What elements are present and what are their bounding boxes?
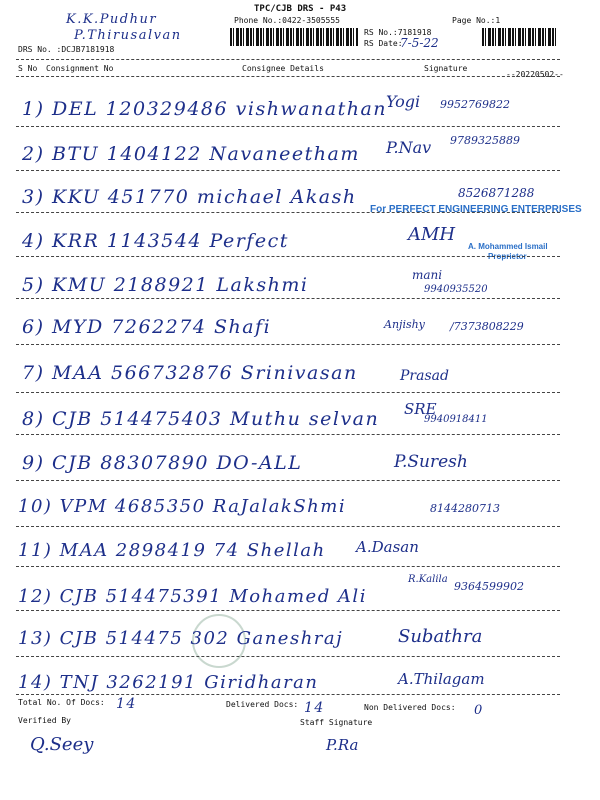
row-sign: Prasad [400, 368, 449, 384]
delivered-docs-value: 14 [304, 700, 325, 716]
row-entry: 5) KMU 2188921 Lakshmi [22, 274, 309, 296]
barcode [230, 28, 358, 46]
col-sno: S No [18, 64, 38, 73]
barcode-right [482, 28, 556, 46]
row-entry: 6) MYD 7262274 Shafi [22, 316, 272, 338]
row-entry: 14) TNJ 3262191 Giridharan [18, 672, 319, 693]
row-rule [16, 126, 560, 127]
row-sign: A.Dasan [356, 538, 419, 556]
row-entry: 11) MAA 2898419 74 Shellah [18, 540, 326, 561]
verified-signature: Q.Seey [30, 734, 94, 755]
staff-signature-label: Staff Signature [300, 718, 373, 727]
row-rule [16, 344, 560, 345]
row-phone: 9364599902 [454, 580, 524, 593]
handwritten-name-2: P.Thirusalvan [74, 28, 182, 43]
row-rule [16, 434, 560, 435]
row-entry: 4) KRR 1143544 Perfect [22, 230, 289, 252]
col-consignee: Consignee Details [242, 64, 324, 73]
row-phone: 9940935520 [424, 284, 488, 295]
row-rule [16, 610, 560, 611]
row-phone: 9940918411 [424, 414, 488, 425]
row-entry: 10) VPM 4685350 RaJalakShmi [18, 496, 347, 517]
verified-by-label: Verified By [18, 716, 71, 725]
row-entry: 2) BTU 1404122 Navaneetham [22, 143, 360, 165]
row-sign: Yogi [386, 92, 421, 111]
stamp-company: For PERFECT ENGINEERING ENTERPRISES [370, 204, 582, 215]
header-rule-bottom [16, 76, 560, 77]
non-delivered-label: Non Delivered Docs: [364, 703, 456, 712]
row-rule [16, 480, 560, 481]
row-entry: 12) CJB 514475391 Mohamed Ali [18, 586, 367, 607]
handwritten-name-1: K.K.Pudhur [66, 12, 158, 27]
stamp-person: A. Mohammed Ismail [468, 242, 548, 251]
row-rule [16, 566, 560, 567]
non-delivered-value: 0 [474, 703, 484, 718]
row-rule [16, 392, 560, 393]
rs-date: 7-5-22 [400, 36, 439, 50]
row-sign: Anjishy [384, 318, 425, 331]
rs-no: RS No.:7181918 [364, 28, 432, 37]
col-signature: Signature [424, 64, 468, 73]
row-rule [16, 212, 560, 213]
col-consignment: Consignment No [46, 64, 114, 73]
row-rule [16, 170, 560, 171]
total-docs-value: 14 [116, 696, 137, 712]
row-entry: 8) CJB 514475403 Muthu selvan [22, 408, 380, 430]
row-entry: 7) MAA 566732876 Srinivasan [22, 362, 358, 384]
row-sign: Subathra [398, 626, 483, 647]
doc-title: TPC/CJB DRS - P43 [254, 4, 347, 14]
footer-rule [16, 694, 560, 695]
delivered-docs-label: Delivered Docs: [226, 700, 299, 709]
staff-signature: P.Ra [326, 736, 359, 754]
total-docs-label: Total No. Of Docs: [18, 698, 105, 707]
row-rule [16, 526, 560, 527]
row-entry: 9) CJB 88307890 DO-ALL [22, 452, 303, 474]
row-sign: P.Suresh [394, 452, 468, 472]
row-sign: AMH [408, 224, 456, 245]
row-entry: 3) KKU 451770 michael Akash [22, 186, 357, 208]
row-sign: P.Nav [386, 138, 432, 157]
date-code: --20220502-- [506, 70, 564, 79]
row-sign: SRE [404, 400, 437, 418]
header-rule-top [16, 59, 560, 60]
rs-date-label: RS Date: [364, 39, 403, 48]
row-phone: 9789325889 [450, 134, 520, 147]
row-sign: mani [412, 268, 443, 282]
row-sign: A.Thilagam [398, 670, 485, 688]
row-phone: 8144280713 [430, 502, 500, 515]
drs-no: DRS No. :DCJB7181918 [18, 45, 115, 54]
row-phone: 8526871288 [458, 186, 535, 200]
row-rule [16, 656, 560, 657]
row-entry: 13) CJB 514475 302 Ganeshraj [18, 628, 344, 649]
row-entry: 1) DEL 120329486 vishwanathan [22, 98, 388, 120]
stamp-role: Proprietor [488, 252, 527, 261]
page-no: Page No.:1 [452, 16, 501, 25]
row-rule [16, 256, 560, 257]
row-sign: R.Kalila [408, 574, 448, 585]
phone-no: Phone No.:0422-3505555 [234, 16, 340, 25]
row-phone: 9952769822 [440, 98, 510, 111]
row-rule [16, 298, 560, 299]
row-phone: /7373808229 [450, 320, 524, 333]
